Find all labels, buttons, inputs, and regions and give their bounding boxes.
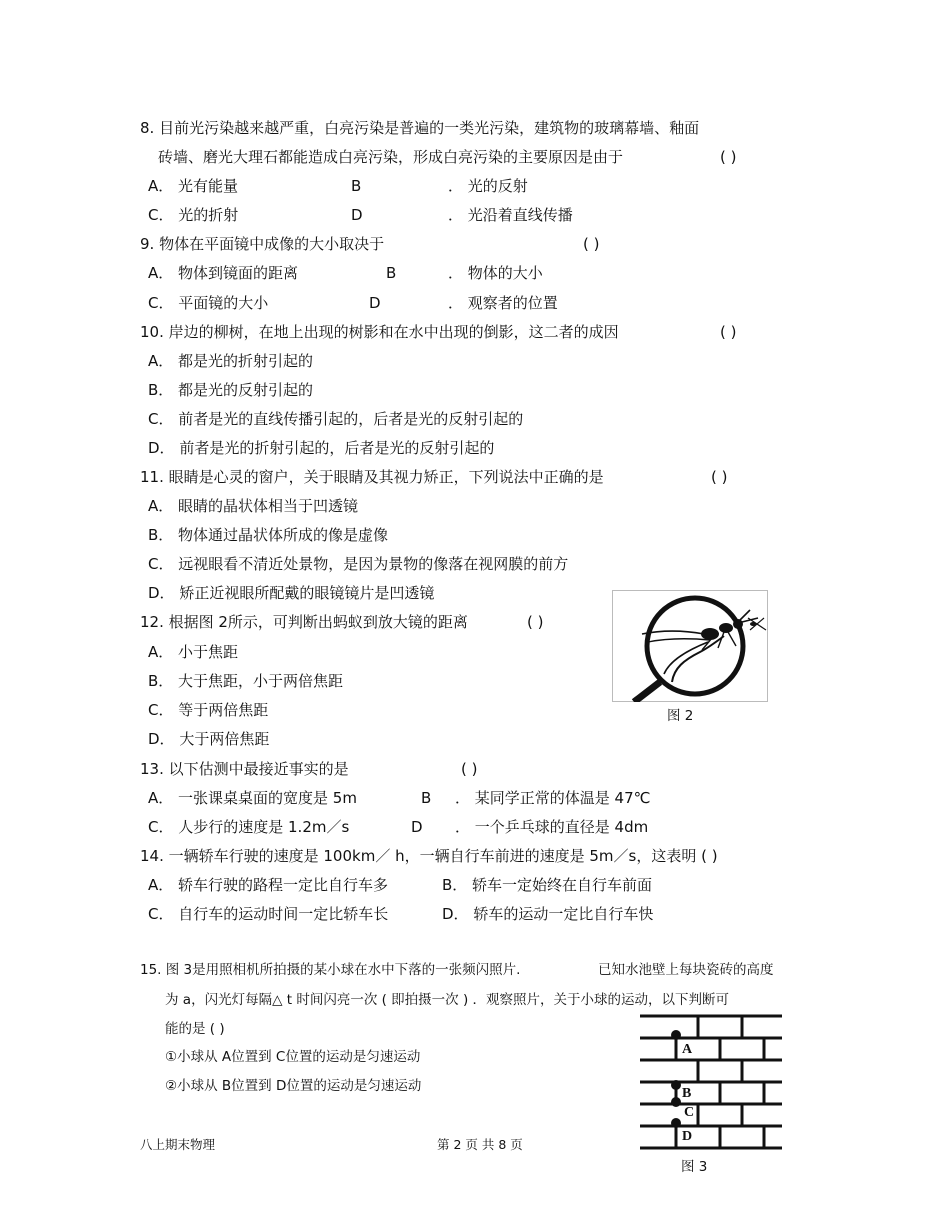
q13-stem: 13. 以下估测中最接近事实的是 [140, 760, 349, 778]
q13-option-c: C． 人步行的速度是 1.2m／s [148, 818, 350, 836]
q12-option-d: D． 大于两倍焦距 [148, 730, 270, 748]
q8-option-b-letter: B [351, 177, 362, 195]
q12-option-b: B． 大于焦距，小于两倍焦距 [148, 672, 344, 690]
q11-stem: 11. 眼睛是心灵的窗户，关于眼睛及其视力矫正，下列说法中正确的是 [140, 468, 604, 486]
q8-stem-line2: 砖墙、磨光大理石都能造成白亮污染，形成白亮污染的主要原因是由于 [158, 148, 624, 166]
q11-option-a: A． 眼睛的晶状体相当于凹透镜 [148, 497, 359, 515]
q10-option-c: C． 前者是光的直线传播引起的，后者是光的反射引起的 [148, 410, 524, 428]
q12-option-a: A． 小于焦距 [148, 643, 239, 661]
q9-option-c: C． 平面镜的大小 [148, 294, 269, 312]
q13-option-d-letter: D [411, 818, 423, 836]
q11-option-c: C． 远视眼看不清近处景物，是因为景物的像落在视网膜的前方 [148, 555, 569, 573]
q13-option-b-letter: B [421, 789, 432, 807]
q11-option-b: B． 物体通过晶状体所成的像是虚像 [148, 526, 389, 544]
figure-3-label-d: D [682, 1129, 693, 1144]
q13-option-d-text: ． 一个乒乓球的直径是 4dm [455, 818, 649, 836]
ball-position-b [671, 1080, 681, 1090]
figure-3-caption: 图 3 [681, 1159, 708, 1175]
q9-option-a: A． 物体到镜面的距离 [148, 264, 299, 282]
q8-option-d-letter: D [351, 206, 363, 224]
q14-option-c: C． 自行车的运动时间一定比轿车长 [148, 905, 389, 923]
q9-option-b-text: ． 物体的大小 [448, 264, 543, 282]
q12-option-c: C． 等于两倍焦距 [148, 701, 269, 719]
q13-option-a: A． 一张课桌桌面的宽度是 5m [148, 789, 357, 807]
q9-option-d-text: ． 观察者的位置 [448, 294, 558, 312]
q9-option-b-letter: B [386, 264, 397, 282]
q15-option-2: ②小球从 B位置到 D位置的运动是匀速运动 [165, 1078, 422, 1094]
q13-answer-paren: ( ) [461, 760, 478, 778]
figure-3-tile-wall-image [640, 1014, 782, 1152]
q15-option-1: ①小球从 A位置到 C位置的运动是匀速运动 [165, 1049, 421, 1065]
q10-option-d: D． 前者是光的折射引起的，后者是光的反射引起的 [148, 439, 495, 457]
q8-stem-line1: 8. 目前光污染越来越严重，白亮污染是普遍的一类光污染，建筑物的玻璃幕墙、釉面 [140, 119, 700, 137]
ball-position-c [671, 1097, 681, 1107]
q15-stem-line3: 能的是 ( ) [165, 1021, 225, 1037]
q13-option-b-text: ． 某同学正常的体温是 47℃ [455, 789, 651, 807]
q12-answer-paren: ( ) [527, 613, 544, 631]
figure-3-label-a: A [682, 1042, 693, 1057]
q12-stem: 12. 根据图 2所示，可判断出蚂蚁到放大镜的距离 [140, 613, 468, 631]
q11-option-d: D． 矫正近视眼所配戴的眼镜镜片是凹透镜 [148, 584, 435, 602]
ball-position-d [671, 1118, 681, 1128]
q10-option-a: A． 都是光的折射引起的 [148, 352, 314, 370]
q14-stem: 14. 一辆轿车行驶的速度是 100km／ h，一辆自行车前进的速度是 5m／s，这表明 ( ) [140, 847, 718, 865]
q8-answer-paren: ( ) [720, 148, 737, 166]
q10-option-b: B． 都是光的反射引起的 [148, 381, 314, 399]
q15-stem-line1-left: 15. 图 3是用照相机所拍摄的某小球在水中下落的一张频闪照片. [140, 962, 521, 978]
ball-position-a [671, 1030, 681, 1040]
q15-stem-line2: 为 a，闪光灯每隔△ t 时间闪亮一次 ( 即拍摄一次 ) ．观察照片，关于小球的运动，以下判断可 [165, 992, 730, 1008]
q15-stem-line1-right: 已知水池壁上每块瓷砖的高度 [598, 962, 774, 978]
q9-option-d-letter: D [369, 294, 381, 312]
figure-2-magnifier-image [612, 590, 768, 702]
q10-stem: 10. 岸边的柳树，在地上出现的树影和在水中出现的倒影，这二者的成因 [140, 323, 619, 341]
q8-option-b-text: ． 光的反射 [448, 177, 528, 195]
figure-3-label-c: C [684, 1105, 695, 1120]
q9-answer-paren: ( ) [583, 235, 600, 253]
figure-2-caption: 图 2 [667, 708, 694, 724]
figure-3-label-b: B [682, 1086, 692, 1101]
q10-answer-paren: ( ) [720, 323, 737, 341]
footer-page-number: 第 2 页 共 8 页 [437, 1137, 523, 1152]
q14-option-a: A． 轿车行驶的路程一定比自行车多 [148, 876, 389, 894]
q14-option-b: B． 轿车一定始终在自行车前面 [442, 876, 653, 894]
q8-option-c: C． 光的折射 [148, 206, 239, 224]
q8-option-d-text: ． 光沿着直线传播 [448, 206, 573, 224]
q14-option-d: D． 轿车的运动一定比自行车快 [442, 905, 654, 923]
q8-option-a: A． 光有能量 [148, 177, 239, 195]
q11-answer-paren: ( ) [711, 468, 728, 486]
footer-subject: 八上期末物理 [140, 1137, 216, 1152]
q9-stem: 9. 物体在平面镜中成像的大小取决于 [140, 235, 385, 253]
